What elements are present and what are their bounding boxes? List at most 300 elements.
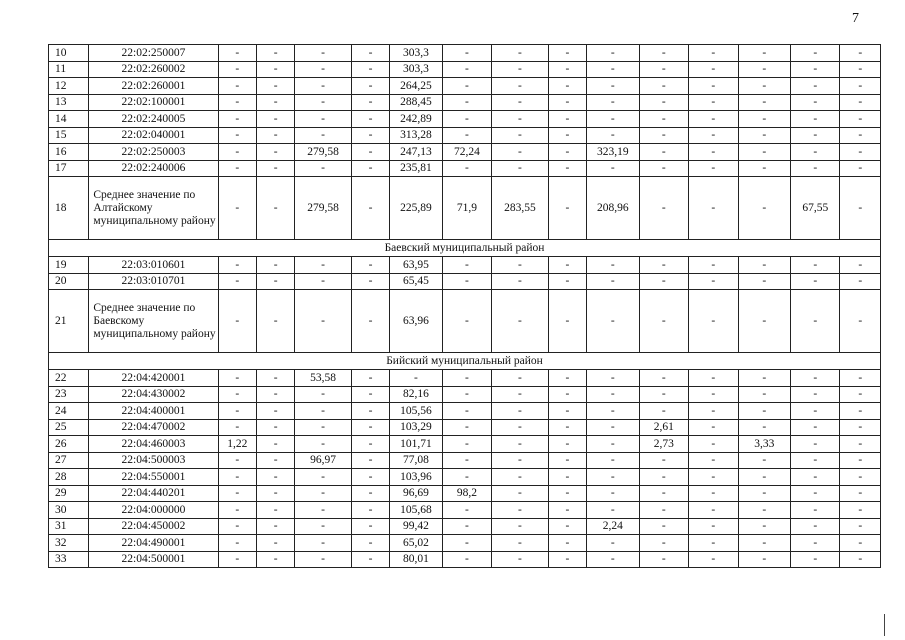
row-number: 13 [49, 94, 89, 111]
value-cell: - [351, 469, 389, 486]
cadastral-number: 22:04:420001 [89, 370, 218, 387]
value-cell: - [351, 45, 389, 62]
value-cell: - [639, 518, 688, 535]
value-cell: - [791, 78, 840, 95]
value-cell: - [351, 160, 389, 177]
value-cell: - [548, 436, 586, 453]
value-cell: - [587, 370, 640, 387]
value-cell: - [840, 177, 881, 240]
value-cell: - [351, 551, 389, 568]
table-row [49, 273, 881, 290]
row-number: 11 [49, 61, 89, 78]
value-cell: - [791, 518, 840, 535]
value-cell: - [295, 485, 352, 502]
value-cell: - [256, 485, 294, 502]
value-cell: 247,13 [390, 144, 443, 161]
value-cell: - [840, 535, 881, 552]
value-cell: - [639, 386, 688, 403]
value-cell: - [689, 94, 738, 111]
value-cell: - [256, 518, 294, 535]
value-cell: - [295, 160, 352, 177]
value-cell: - [442, 403, 491, 420]
value-cell: - [218, 290, 256, 353]
value-cell: - [442, 273, 491, 290]
value-cell: 225,89 [390, 177, 443, 240]
value-cell: - [218, 94, 256, 111]
section-title: Бийский муниципальный район [49, 353, 881, 370]
page-number: 7 [852, 11, 859, 26]
value-cell: - [738, 551, 791, 568]
value-cell: - [548, 127, 586, 144]
value-cell: - [639, 257, 688, 274]
value-cell: - [351, 290, 389, 353]
data-table [48, 44, 881, 568]
value-cell: - [442, 436, 491, 453]
value-cell: 2,73 [639, 436, 688, 453]
value-cell: 242,89 [390, 111, 443, 128]
value-cell: - [218, 177, 256, 240]
value-cell: - [256, 551, 294, 568]
value-cell: - [738, 177, 791, 240]
value-cell: 313,28 [390, 127, 443, 144]
value-cell: - [791, 469, 840, 486]
value-cell: - [639, 452, 688, 469]
value-cell: - [218, 386, 256, 403]
row-number: 31 [49, 518, 89, 535]
value-cell: - [840, 403, 881, 420]
value-cell: - [689, 551, 738, 568]
value-cell: - [442, 469, 491, 486]
value-cell: - [548, 177, 586, 240]
value-cell: - [791, 45, 840, 62]
value-cell: - [840, 273, 881, 290]
value-cell: - [791, 403, 840, 420]
value-cell: - [587, 502, 640, 519]
value-cell: - [218, 144, 256, 161]
value-cell: - [351, 144, 389, 161]
cadastral-number: 22:04:500003 [89, 452, 218, 469]
value-cell: - [442, 61, 491, 78]
table-row [49, 45, 881, 62]
value-cell: 63,96 [390, 290, 443, 353]
value-cell: 303,3 [390, 45, 443, 62]
value-cell: - [492, 273, 549, 290]
value-cell: - [840, 127, 881, 144]
value-cell: - [256, 386, 294, 403]
value-cell: - [492, 94, 549, 111]
table-row [49, 386, 881, 403]
table-row [49, 111, 881, 128]
value-cell: 279,58 [295, 144, 352, 161]
value-cell: - [689, 403, 738, 420]
row-number: 22 [49, 370, 89, 387]
value-cell: - [738, 273, 791, 290]
value-cell: 2,24 [587, 518, 640, 535]
value-cell: - [639, 290, 688, 353]
value-cell: - [492, 502, 549, 519]
value-cell: - [442, 127, 491, 144]
value-cell: - [840, 257, 881, 274]
value-cell: - [639, 273, 688, 290]
value-cell: - [351, 386, 389, 403]
row-number: 20 [49, 273, 89, 290]
value-cell: - [256, 61, 294, 78]
value-cell: - [840, 290, 881, 353]
value-cell: - [738, 144, 791, 161]
value-cell: - [791, 386, 840, 403]
value-cell: - [689, 61, 738, 78]
value-cell: 72,24 [442, 144, 491, 161]
value-cell: - [840, 551, 881, 568]
value-cell: - [492, 403, 549, 420]
row-number: 28 [49, 469, 89, 486]
value-cell: - [218, 127, 256, 144]
table-row [49, 94, 881, 111]
value-cell: - [492, 45, 549, 62]
value-cell: 101,71 [390, 436, 443, 453]
table-row [49, 436, 881, 453]
cadastral-number: 22:02:240006 [89, 160, 218, 177]
row-number: 25 [49, 419, 89, 436]
cadastral-number: 22:02:240005 [89, 111, 218, 128]
value-cell: - [256, 290, 294, 353]
value-cell: - [218, 370, 256, 387]
value-cell: - [738, 127, 791, 144]
average-label: Среднее значение по Алтайскому муниципальному району [89, 177, 218, 240]
value-cell: - [587, 127, 640, 144]
value-cell: - [738, 257, 791, 274]
value-cell: - [791, 257, 840, 274]
value-cell: - [351, 370, 389, 387]
value-cell: - [689, 518, 738, 535]
value-cell: - [738, 419, 791, 436]
table-row [49, 518, 881, 535]
cadastral-number: 22:02:040001 [89, 127, 218, 144]
value-cell: 288,45 [390, 94, 443, 111]
value-cell: - [738, 111, 791, 128]
value-cell: - [548, 469, 586, 486]
cadastral-number: 22:04:440201 [89, 485, 218, 502]
value-cell: - [351, 61, 389, 78]
cadastral-number: 22:02:250003 [89, 144, 218, 161]
value-cell: - [548, 386, 586, 403]
value-cell: - [840, 160, 881, 177]
value-cell: - [689, 386, 738, 403]
value-cell: - [587, 61, 640, 78]
value-cell: - [587, 45, 640, 62]
value-cell: - [689, 177, 738, 240]
value-cell: - [548, 94, 586, 111]
value-cell: - [840, 45, 881, 62]
value-cell: - [351, 452, 389, 469]
table-row [49, 257, 881, 274]
value-cell: - [587, 452, 640, 469]
cadastral-number: 22:02:250007 [89, 45, 218, 62]
value-cell: - [548, 78, 586, 95]
value-cell: - [295, 45, 352, 62]
value-cell: - [840, 78, 881, 95]
value-cell: - [840, 111, 881, 128]
value-cell: - [492, 144, 549, 161]
value-cell: - [689, 535, 738, 552]
value-cell: - [295, 273, 352, 290]
value-cell: - [791, 419, 840, 436]
value-cell: - [295, 502, 352, 519]
row-number: 26 [49, 436, 89, 453]
value-cell: 235,81 [390, 160, 443, 177]
value-cell: - [218, 485, 256, 502]
value-cell: - [689, 273, 738, 290]
value-cell: - [218, 61, 256, 78]
value-cell: - [639, 78, 688, 95]
value-cell: - [689, 144, 738, 161]
value-cell: 96,97 [295, 452, 352, 469]
value-cell: - [256, 111, 294, 128]
table-row [49, 403, 881, 420]
value-cell: - [351, 273, 389, 290]
value-cell: - [442, 160, 491, 177]
value-cell: - [351, 436, 389, 453]
value-cell: - [295, 436, 352, 453]
value-cell: - [791, 535, 840, 552]
table-row [49, 61, 881, 78]
value-cell: - [442, 386, 491, 403]
value-cell: - [587, 257, 640, 274]
value-cell: - [689, 127, 738, 144]
value-cell: 63,95 [390, 257, 443, 274]
value-cell: 65,02 [390, 535, 443, 552]
table-row [49, 78, 881, 95]
section-row [49, 353, 881, 370]
cadastral-number: 22:02:260001 [89, 78, 218, 95]
row-number: 29 [49, 485, 89, 502]
value-cell: - [256, 469, 294, 486]
value-cell: - [689, 160, 738, 177]
table-row [49, 144, 881, 161]
value-cell: - [295, 403, 352, 420]
value-cell: - [256, 78, 294, 95]
value-cell: - [689, 452, 738, 469]
value-cell: - [548, 273, 586, 290]
value-cell: - [351, 94, 389, 111]
table-row [49, 469, 881, 486]
value-cell: - [295, 551, 352, 568]
value-cell: - [295, 290, 352, 353]
value-cell: - [492, 485, 549, 502]
value-cell: - [548, 419, 586, 436]
table-body [49, 45, 881, 568]
value-cell: - [295, 78, 352, 95]
row-number: 19 [49, 257, 89, 274]
value-cell: - [295, 111, 352, 128]
value-cell: - [351, 485, 389, 502]
value-cell: - [791, 144, 840, 161]
value-cell: - [351, 403, 389, 420]
value-cell: - [689, 370, 738, 387]
row-number: 15 [49, 127, 89, 144]
value-cell: - [738, 61, 791, 78]
value-cell: - [738, 290, 791, 353]
value-cell: - [738, 469, 791, 486]
value-cell: - [791, 94, 840, 111]
value-cell: - [218, 452, 256, 469]
section-row [49, 240, 881, 257]
value-cell: - [587, 485, 640, 502]
value-cell: - [738, 160, 791, 177]
value-cell: 53,58 [295, 370, 352, 387]
table-row [49, 370, 881, 387]
cadastral-number: 22:04:460003 [89, 436, 218, 453]
value-cell: - [689, 419, 738, 436]
value-cell: - [548, 485, 586, 502]
value-cell: - [492, 469, 549, 486]
value-cell: - [256, 403, 294, 420]
value-cell: - [548, 551, 586, 568]
value-cell: - [218, 419, 256, 436]
value-cell: - [587, 94, 640, 111]
cadastral-number: 22:04:490001 [89, 535, 218, 552]
value-cell: - [791, 551, 840, 568]
value-cell: - [256, 502, 294, 519]
row-number: 14 [49, 111, 89, 128]
value-cell: - [218, 111, 256, 128]
value-cell: 103,96 [390, 469, 443, 486]
value-cell: - [840, 419, 881, 436]
value-cell: - [548, 61, 586, 78]
value-cell: 105,56 [390, 403, 443, 420]
value-cell: - [256, 45, 294, 62]
value-cell: - [256, 436, 294, 453]
cadastral-number: 22:04:000000 [89, 502, 218, 519]
value-cell: 96,69 [390, 485, 443, 502]
value-cell: 82,16 [390, 386, 443, 403]
value-cell: 1,22 [218, 436, 256, 453]
value-cell: - [295, 257, 352, 274]
value-cell: - [587, 273, 640, 290]
cadastral-number: 22:04:550001 [89, 469, 218, 486]
value-cell: - [351, 177, 389, 240]
value-cell: - [840, 469, 881, 486]
table-row [49, 535, 881, 552]
value-cell: - [689, 290, 738, 353]
value-cell: - [738, 518, 791, 535]
value-cell: - [587, 551, 640, 568]
value-cell: - [689, 257, 738, 274]
value-cell: - [351, 127, 389, 144]
value-cell: - [639, 144, 688, 161]
value-cell: 323,19 [587, 144, 640, 161]
value-cell: - [256, 273, 294, 290]
value-cell: - [295, 61, 352, 78]
value-cell: 65,45 [390, 273, 443, 290]
value-cell: 2,61 [639, 419, 688, 436]
average-row [49, 177, 881, 240]
value-cell: - [548, 535, 586, 552]
cadastral-number: 22:02:260002 [89, 61, 218, 78]
value-cell: - [639, 535, 688, 552]
value-cell: - [548, 518, 586, 535]
value-cell: 105,68 [390, 502, 443, 519]
value-cell: - [295, 127, 352, 144]
margin-mark [884, 614, 885, 636]
section-title: Баевский муниципальный район [49, 240, 881, 257]
value-cell: - [218, 403, 256, 420]
value-cell: 303,3 [390, 61, 443, 78]
value-cell: - [492, 160, 549, 177]
value-cell: - [639, 94, 688, 111]
row-number: 32 [49, 535, 89, 552]
value-cell: - [442, 111, 491, 128]
value-cell: - [492, 78, 549, 95]
value-cell: - [548, 144, 586, 161]
value-cell: - [218, 78, 256, 95]
value-cell: - [791, 290, 840, 353]
value-cell: - [548, 452, 586, 469]
row-number: 17 [49, 160, 89, 177]
value-cell: - [587, 436, 640, 453]
value-cell: - [548, 403, 586, 420]
value-cell: - [639, 111, 688, 128]
value-cell: - [492, 535, 549, 552]
value-cell: - [639, 45, 688, 62]
value-cell: - [548, 502, 586, 519]
value-cell: - [256, 127, 294, 144]
value-cell: - [295, 94, 352, 111]
value-cell: - [492, 452, 549, 469]
value-cell: - [738, 502, 791, 519]
value-cell: - [351, 111, 389, 128]
value-cell: - [840, 386, 881, 403]
value-cell: - [840, 436, 881, 453]
value-cell: - [442, 502, 491, 519]
value-cell: - [442, 370, 491, 387]
value-cell: - [295, 518, 352, 535]
value-cell: - [639, 551, 688, 568]
value-cell: 279,58 [295, 177, 352, 240]
value-cell: - [492, 370, 549, 387]
value-cell: - [492, 290, 549, 353]
value-cell: - [218, 273, 256, 290]
value-cell: - [840, 452, 881, 469]
value-cell: - [791, 127, 840, 144]
value-cell: - [738, 535, 791, 552]
value-cell: - [218, 45, 256, 62]
value-cell: - [840, 370, 881, 387]
value-cell: - [218, 257, 256, 274]
row-number: 10 [49, 45, 89, 62]
value-cell: - [791, 370, 840, 387]
cadastral-number: 22:02:100001 [89, 94, 218, 111]
cadastral-number: 22:04:500001 [89, 551, 218, 568]
value-cell: - [639, 61, 688, 78]
value-cell: 71,9 [442, 177, 491, 240]
value-cell: - [587, 111, 640, 128]
value-cell: - [218, 535, 256, 552]
value-cell: - [689, 485, 738, 502]
value-cell: - [840, 144, 881, 161]
row-number: 30 [49, 502, 89, 519]
value-cell: - [351, 257, 389, 274]
value-cell: - [587, 78, 640, 95]
value-cell: - [840, 61, 881, 78]
value-cell: - [587, 535, 640, 552]
value-cell: 208,96 [587, 177, 640, 240]
value-cell: - [840, 94, 881, 111]
value-cell: - [442, 94, 491, 111]
value-cell: - [791, 485, 840, 502]
value-cell: - [351, 535, 389, 552]
row-number: 33 [49, 551, 89, 568]
